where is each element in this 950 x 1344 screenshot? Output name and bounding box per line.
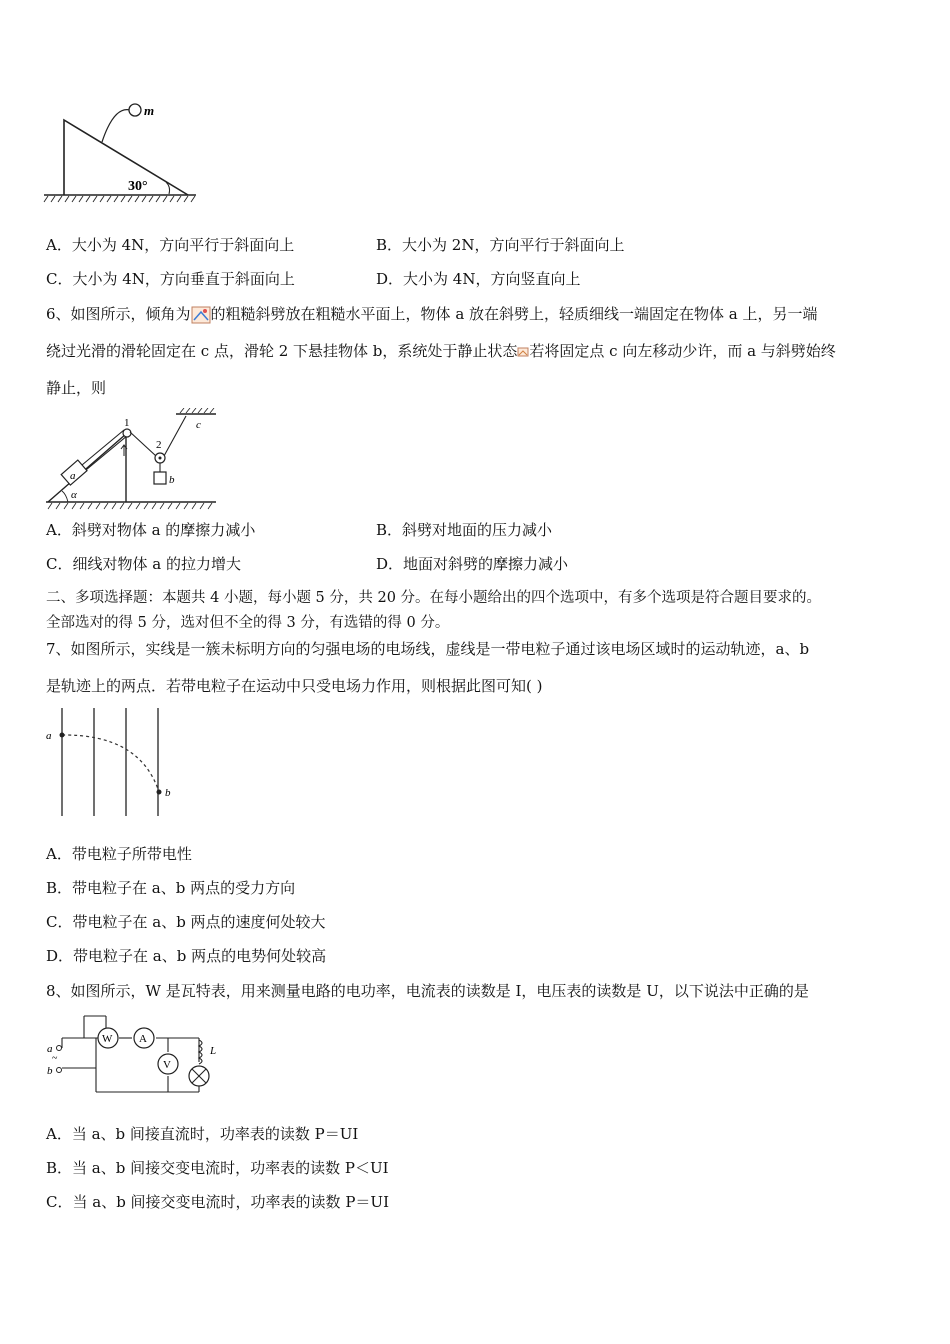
- point-a-label: a: [46, 730, 52, 742]
- q8-option-a[interactable]: A．当 a、b 间接直流时，功率表的读数 P＝UI: [46, 1125, 359, 1143]
- incline-ball-figure: [42, 98, 202, 204]
- field-lines-figure: [42, 704, 182, 820]
- q7-option-b[interactable]: B．带电粒子在 a、b 两点的受力方向: [46, 879, 296, 897]
- point-b-label: b: [165, 787, 171, 799]
- alpha-label: α: [71, 489, 77, 501]
- block-a-label: a: [70, 470, 76, 482]
- wattmeter-circuit-figure: [44, 1010, 230, 1102]
- q8-option-c[interactable]: C．当 a、b 间接交变电流时，功率表的读数 P＝UI: [46, 1193, 389, 1211]
- broken-image-icon: [191, 306, 211, 324]
- q6-stem-part3: 绕过光滑的滑轮固定在 c 点，滑轮 2 下悬挂物体 b，系统处于静止状态: [46, 342, 518, 360]
- q7-stem-line1: 7、如图所示，实线是一簇未标明方向的匀强电场的电场线，虚线是一带电粒子通过该电场区域时的运动轨迹，a、b: [46, 640, 810, 658]
- broken-image-small-icon: [517, 346, 529, 358]
- block-b-label: b: [169, 474, 175, 486]
- wattmeter-label: W: [102, 1033, 113, 1045]
- q7-option-d[interactable]: D．带电粒子在 a、b 两点的电势何处较高: [46, 947, 327, 965]
- q6-option-c[interactable]: C．细线对物体 a 的拉力增大: [46, 555, 241, 573]
- angle-label: 30°: [128, 179, 148, 194]
- pulley-2-label: 2: [156, 439, 162, 451]
- q6-stem-part4: 若将固定点 c 向左移动少许，而 a 与斜劈始终: [529, 342, 836, 360]
- q7-option-c[interactable]: C．带电粒子在 a、b 两点的速度何处较大: [46, 913, 326, 931]
- ac-source-label: ~: [52, 1053, 58, 1064]
- q6-stem-line1: [46, 304, 818, 324]
- ammeter-label: A: [139, 1033, 147, 1045]
- q6-stem-line2: [46, 341, 836, 361]
- voltmeter-label: V: [163, 1059, 171, 1071]
- mass-label: m: [144, 103, 155, 118]
- inductor-label: L: [210, 1045, 217, 1057]
- section2-heading-line1: 二、多项选择题：本题共 4 小题，每小题 5 分，共 20 分。在每小题给出的四个选项中，有多个选项是符合题目要求的。: [46, 590, 822, 606]
- terminal-b-label: b: [47, 1065, 53, 1077]
- q7-stem-line2: 是轨迹上的两点．若带电粒子在运动中只受电场力作用，则根据此图可知( ): [46, 677, 543, 695]
- wedge-pulley-figure: [44, 408, 224, 510]
- q6-stem-line3: 静止，则: [46, 379, 107, 397]
- q5-option-b[interactable]: B．大小为 2N，方向平行于斜面向上: [376, 236, 625, 254]
- q8-stem-line1: 8、如图所示，W 是瓦特表，用来测量电路的电功率，电流表的读数是 I，电压表的读数是 U，以下说法中正确的是: [46, 982, 809, 1000]
- terminal-a-label: a: [47, 1043, 53, 1055]
- q5-option-c[interactable]: C．大小为 4N，方向垂直于斜面向上: [46, 270, 295, 288]
- q5-option-d[interactable]: D．大小为 4N，方向竖直向上: [376, 270, 581, 288]
- point-c-label: c: [196, 419, 201, 431]
- section2-heading-line2: 全部选对的得 5 分，选对但不全的得 3 分，有选错的得 0 分。: [46, 615, 450, 631]
- q8-option-b[interactable]: B．当 a、b 间接交变电流时，功率表的读数 P＜UI: [46, 1159, 389, 1177]
- pulley-1-label: 1: [124, 417, 130, 429]
- q6-option-a[interactable]: A．斜劈对物体 a 的摩擦力减小: [46, 521, 256, 539]
- q7-option-a[interactable]: A．带电粒子所带电性: [46, 845, 192, 863]
- q5-option-a[interactable]: A．大小为 4N，方向平行于斜面向上: [46, 236, 295, 254]
- q6-stem-part2: 的粗糙斜劈放在粗糙水平面上，物体 a 放在斜劈上，轻质细线一端固定在物体 a 上，另一端: [210, 305, 818, 323]
- q6-option-d[interactable]: D．地面对斜劈的摩擦力减小: [376, 555, 569, 573]
- q6-option-b[interactable]: B．斜劈对地面的压力减小: [376, 521, 553, 539]
- q6-stem-part1: 6、如图所示，倾角为: [46, 305, 191, 323]
